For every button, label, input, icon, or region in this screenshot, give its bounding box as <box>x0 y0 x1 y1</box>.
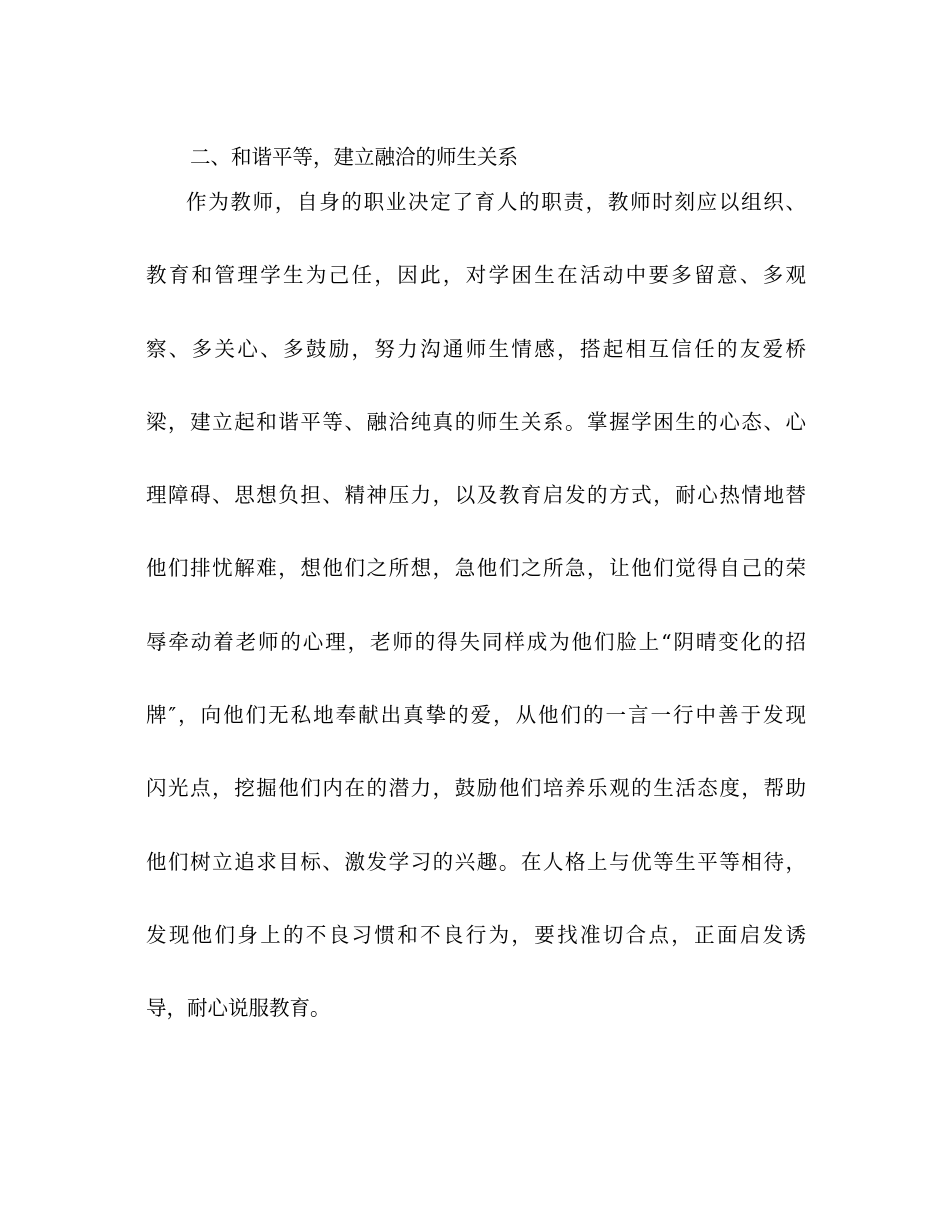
paragraph-line: 他们排忧解难，想他们之所想，急他们之所急，让他们觉得自己的荣 <box>146 556 806 581</box>
paragraph-line: 教育和管理学生为己任，因此，对学困生在活动中要多留意、多观 <box>146 263 806 288</box>
paragraph-line: 发现他们身上的不良习惯和不良行为，要找准切合点，正面启发诱 <box>146 922 806 947</box>
paragraph-line: 梁，建立起和谐平等、融洽纯真的师生关系。掌握学困生的心态、心 <box>146 409 806 434</box>
paragraph-line: 闪光点，挖掘他们内在的潜力，鼓励他们培养乐观的生活态度，帮助 <box>146 776 806 801</box>
paragraph-line: 辱牵动着老师的心理，老师的得失同样成为他们脸上“阴晴变化的招 <box>146 629 806 654</box>
body-paragraph <box>146 182 806 1062</box>
paragraph-line: 他们树立追求目标、激发学习的兴趣。在人格上与优等生平等相待， <box>146 849 806 874</box>
paragraph-line: 牌″，向他们无私地奉献出真挚的爱，从他们的一言一行中善于发现 <box>146 703 806 728</box>
section-heading: 二、和谐平等，建立融洽的师生关系 <box>190 145 518 169</box>
paragraph-line: 作为教师，自身的职业决定了育人的职责，教师时刻应以组织、 <box>186 190 806 214</box>
paragraph-line: 导，耐心说服教育。 <box>146 996 331 1021</box>
paragraph-line: 理障碍、思想负担、精神压力，以及教育启发的方式，耐心热情地替 <box>146 483 806 508</box>
paragraph-line: 察、多关心、多鼓励，努力沟通师生情感，搭起相互信任的友爱桥 <box>146 336 806 361</box>
